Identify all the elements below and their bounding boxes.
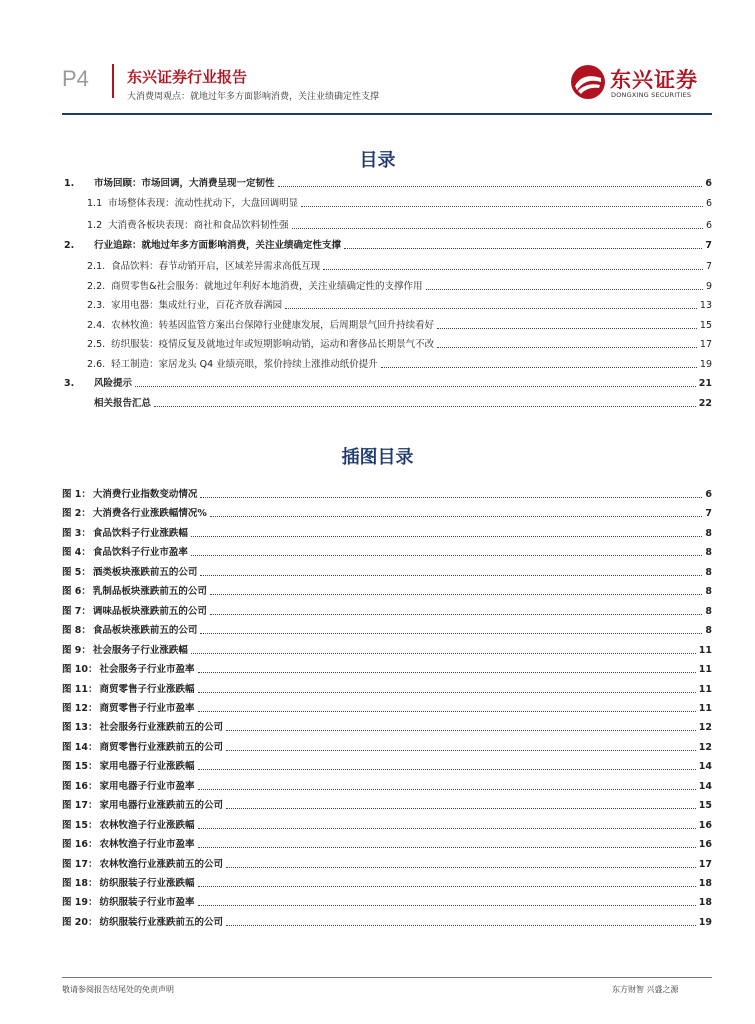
entry-page-number: 6	[705, 220, 712, 231]
dot-leader	[191, 554, 702, 556]
footer-divider	[62, 977, 712, 978]
figure-entry[interactable]	[62, 526, 712, 540]
entry-number: 2.6.	[87, 359, 106, 370]
dot-leader	[198, 904, 696, 906]
entry-page-number: 11	[698, 644, 712, 656]
entry-number: 2.3.	[87, 300, 106, 311]
entry-number: 1.2	[87, 220, 103, 231]
dot-leader	[226, 924, 696, 926]
toc-entry[interactable]	[62, 318, 712, 332]
entry-number: 图 20：	[62, 916, 98, 928]
header-divider	[62, 113, 712, 115]
entry-page-number: 12	[698, 722, 712, 734]
entry-number: 图 12：	[62, 702, 98, 714]
entry-number: 3.	[64, 378, 75, 389]
entry-page-number: 15	[698, 800, 712, 812]
entry-page-number: 18	[698, 897, 712, 909]
entry-number: 图 13：	[62, 722, 98, 734]
entry-title: 农林牧渔子行业市盈率	[99, 839, 195, 851]
dot-leader	[437, 346, 697, 348]
figures-title: 插图目录	[341, 447, 414, 468]
figure-entry[interactable]	[62, 662, 712, 676]
entry-number: 图 14：	[62, 741, 98, 753]
figure-entry[interactable]	[62, 701, 712, 715]
entry-title: 风险提示	[94, 378, 133, 389]
entry-title: 相关报告汇总	[94, 398, 152, 409]
dot-leader	[226, 807, 696, 809]
entry-number: 2.1.	[87, 261, 106, 272]
figure-entry[interactable]	[62, 682, 712, 696]
entry-page-number: 12	[698, 741, 712, 753]
dot-leader	[198, 846, 696, 848]
entry-number: 1.	[64, 178, 75, 189]
entry-number: 图 15：	[62, 819, 98, 831]
dot-leader	[226, 729, 696, 731]
entry-number: 图 9：	[62, 644, 91, 656]
entry-number: 图 17：	[62, 858, 98, 870]
entry-title: 农林牧渔：转基因监管方案出台保障行业健康发展，后周期景气回升持续看好	[111, 320, 435, 331]
entry-number: 图 2：	[62, 508, 91, 520]
toc-entry[interactable]	[62, 259, 712, 273]
entry-title: 食品饮料子行业涨跌幅	[92, 527, 188, 539]
entry-title: 社会服务行业涨跌前五的公司	[99, 722, 224, 734]
toc-entry[interactable]	[62, 218, 712, 232]
dot-leader	[200, 574, 702, 576]
entry-title: 家用电器子行业涨跌幅	[99, 761, 195, 773]
toc-entry[interactable]	[62, 337, 712, 351]
entry-page-number: 7	[705, 240, 712, 251]
entry-title: 乳制品板块涨跌前五的公司	[92, 586, 207, 598]
entry-title: 市场回顾：市场回调，大消费呈现一定韧性	[94, 178, 275, 189]
entry-title: 轻工制造：家居龙头 Q4 业绩亮眼，浆价持续上涨推动纸价提升	[111, 359, 378, 370]
figure-entry[interactable]	[62, 584, 712, 598]
entry-title: 调味品板块涨跌前五的公司	[92, 605, 207, 617]
entry-title: 大消费各板块表现：商社和食品饮料韧性强	[108, 220, 289, 231]
entry-number: 图 6：	[62, 586, 91, 598]
figure-entry[interactable]	[62, 876, 712, 890]
figure-entry[interactable]	[62, 779, 712, 793]
figure-entry[interactable]	[62, 506, 712, 520]
entry-page-number: 21	[698, 378, 712, 389]
entry-title: 食品饮料：春节动销开启，区域差异需求高低互现	[111, 261, 321, 272]
figure-entry[interactable]	[62, 643, 712, 657]
dot-leader	[154, 405, 696, 407]
dot-leader	[200, 632, 702, 634]
figure-entry[interactable]	[62, 915, 712, 929]
entry-page-number: 6	[705, 489, 712, 500]
dot-leader	[437, 327, 697, 329]
entry-page-number: 17	[698, 858, 712, 870]
logo-mark-icon	[570, 64, 606, 100]
entry-number: 图 16：	[62, 839, 98, 851]
entry-page-number: 16	[698, 819, 712, 831]
entry-title: 大消费各行业涨跌幅情况%	[92, 508, 207, 520]
entry-title: 纺织服装：疫情反复及就地过年或短期影响动销，运动和奢侈品长期景气不改	[111, 339, 435, 350]
entry-number: 2.	[64, 240, 75, 251]
dot-leader	[226, 749, 696, 751]
dot-leader	[278, 185, 703, 187]
entry-page-number: 8	[705, 527, 712, 539]
entry-title: 大消费行业指数变动情况	[92, 489, 198, 500]
entry-title: 纺织服装行业涨跌前五的公司	[99, 916, 224, 928]
entry-number: 2.5.	[87, 339, 106, 350]
footer-disclaimer: 敬请参阅报告结尾处的免责声明	[62, 985, 174, 994]
entry-number: 1.1	[87, 198, 103, 209]
entry-title: 社会服务子行业涨跌幅	[92, 644, 188, 656]
entry-page-number: 14	[698, 761, 712, 773]
entry-page-number: 8	[705, 566, 712, 578]
entry-page-number: 13	[699, 300, 712, 311]
entry-title: 食品饮料子行业市盈率	[92, 547, 188, 559]
header-separator	[112, 64, 114, 98]
entry-page-number: 15	[699, 320, 712, 331]
entry-title: 商贸零售&社会服务：就地过年利好本地消费，关注业绩确定性的支撑作用	[111, 281, 423, 292]
entry-page-number: 8	[705, 605, 712, 617]
entry-title: 行业追踪：就地过年多方面影响消费，关注业绩确定性支撑	[94, 240, 342, 251]
dot-leader	[210, 515, 702, 517]
entry-number: 图 16：	[62, 780, 98, 792]
entry-page-number: 9	[705, 281, 712, 292]
entry-number: 图 10：	[62, 664, 98, 676]
toc-entry[interactable]	[62, 176, 712, 190]
dot-leader	[135, 385, 696, 387]
entry-page-number: 8	[705, 586, 712, 598]
entry-page-number: 8	[705, 625, 712, 637]
entry-page-number: 7	[705, 508, 712, 520]
figure-entry[interactable]	[62, 565, 712, 579]
entry-title: 食品板块涨跌前五的公司	[92, 625, 198, 637]
entry-number: 2.4.	[87, 320, 106, 331]
toc-entry[interactable]	[62, 298, 712, 312]
dot-leader	[198, 827, 696, 829]
entry-page-number: 14	[698, 780, 712, 792]
entry-page-number: 11	[698, 683, 712, 695]
figure-entry[interactable]	[62, 720, 712, 734]
entry-title: 商贸零售子行业涨跌幅	[99, 683, 195, 695]
toc-title: 目录	[359, 150, 396, 171]
dot-leader	[198, 671, 696, 673]
dot-leader	[210, 593, 702, 595]
figure-entry[interactable]	[62, 818, 712, 832]
figure-entry[interactable]	[62, 487, 712, 501]
page-number: P4	[62, 66, 89, 91]
entry-title: 商贸零售行业涨跌前五的公司	[99, 741, 224, 753]
entry-title: 家用电器子行业市盈率	[99, 780, 195, 792]
entry-page-number: 11	[698, 664, 712, 676]
toc-entry[interactable]	[62, 279, 712, 293]
report-subtitle: 大消费周观点：就地过年多方面影响消费，关注业绩确定性支撑	[127, 92, 380, 102]
figure-entry[interactable]	[62, 545, 712, 559]
entry-title: 纺织服装子行业市盈率	[99, 897, 195, 909]
logo-en-text: DONGXING SECURITIES	[611, 91, 692, 99]
entry-page-number: 16	[698, 839, 712, 851]
entry-number: 图 19：	[62, 897, 98, 909]
entry-page-number: 6	[705, 198, 712, 209]
dot-leader	[426, 288, 703, 290]
footer-slogan: 东方财智 兴盛之源	[612, 985, 679, 994]
figure-entry[interactable]	[62, 740, 712, 754]
dot-leader	[191, 652, 696, 654]
figure-entry[interactable]	[62, 623, 712, 637]
entry-number: 图 8：	[62, 625, 91, 637]
entry-number: 图 11：	[62, 683, 98, 695]
toc-entry[interactable]	[62, 238, 712, 252]
entry-number: 图 15：	[62, 761, 98, 773]
dot-leader	[344, 247, 702, 249]
entry-number: 图 5：	[62, 566, 91, 578]
toc-entry[interactable]	[62, 196, 712, 210]
entry-title: 家用电器行业涨跌前五的公司	[99, 800, 224, 812]
entry-number: 图 3：	[62, 527, 91, 539]
entry-title: 农林牧渔行业涨跌前五的公司	[99, 858, 224, 870]
entry-title: 纺织服装子行业涨跌幅	[99, 878, 195, 889]
entry-page-number: 18	[698, 878, 712, 889]
entry-page-number: 22	[698, 398, 712, 409]
figure-entry[interactable]	[62, 604, 712, 618]
entry-number: 图 7：	[62, 605, 91, 617]
figure-entry[interactable]	[62, 798, 712, 812]
entry-number: 2.2.	[87, 281, 106, 292]
entry-title: 商贸零售子行业市盈率	[99, 702, 195, 714]
toc-entry[interactable]	[62, 396, 712, 410]
dot-leader	[323, 268, 703, 270]
entry-number: 图 18：	[62, 878, 98, 889]
entry-title: 市场整体表现：流动性扰动下，大盘回调明显	[108, 198, 299, 209]
entry-title: 农林牧渔子行业涨跌幅	[99, 819, 195, 831]
entry-title: 家用电器：集成灶行业，百花齐放春满园	[111, 300, 283, 311]
dot-leader	[198, 710, 696, 712]
figure-entry[interactable]	[62, 759, 712, 773]
entry-title: 社会服务子行业市盈率	[99, 664, 195, 676]
entry-page-number: 19	[698, 916, 712, 928]
dot-leader	[226, 866, 696, 868]
page-header	[0, 0, 755, 118]
dot-leader	[198, 885, 696, 887]
toc-entry[interactable]	[62, 376, 712, 390]
dot-leader	[198, 691, 696, 693]
entry-page-number: 7	[705, 261, 712, 272]
entry-page-number: 6	[705, 178, 712, 189]
dot-leader	[210, 613, 702, 615]
dot-leader	[381, 366, 697, 368]
entry-number: 图 4：	[62, 547, 91, 559]
entry-page-number: 19	[699, 359, 712, 370]
dot-leader	[198, 768, 696, 770]
dot-leader	[292, 227, 703, 229]
company-logo	[570, 64, 710, 102]
entry-page-number: 17	[699, 339, 712, 350]
figure-entry[interactable]	[62, 837, 712, 851]
report-title: 东兴证券行业报告	[127, 68, 248, 86]
entry-page-number: 8	[705, 547, 712, 559]
logo-cn-text: 东兴证券	[610, 68, 698, 92]
entry-title: 酒类板块涨跌前五的公司	[92, 566, 198, 578]
dot-leader	[198, 788, 696, 790]
figure-entry[interactable]	[62, 895, 712, 909]
dot-leader	[285, 307, 697, 309]
dot-leader	[301, 205, 703, 207]
entry-number: 图 17：	[62, 800, 98, 812]
dot-leader	[191, 535, 702, 537]
figure-entry[interactable]	[62, 857, 712, 871]
entry-number: 图 1：	[62, 489, 91, 500]
dot-leader	[200, 496, 702, 498]
toc-entry[interactable]	[62, 357, 712, 371]
entry-page-number: 11	[698, 702, 712, 714]
